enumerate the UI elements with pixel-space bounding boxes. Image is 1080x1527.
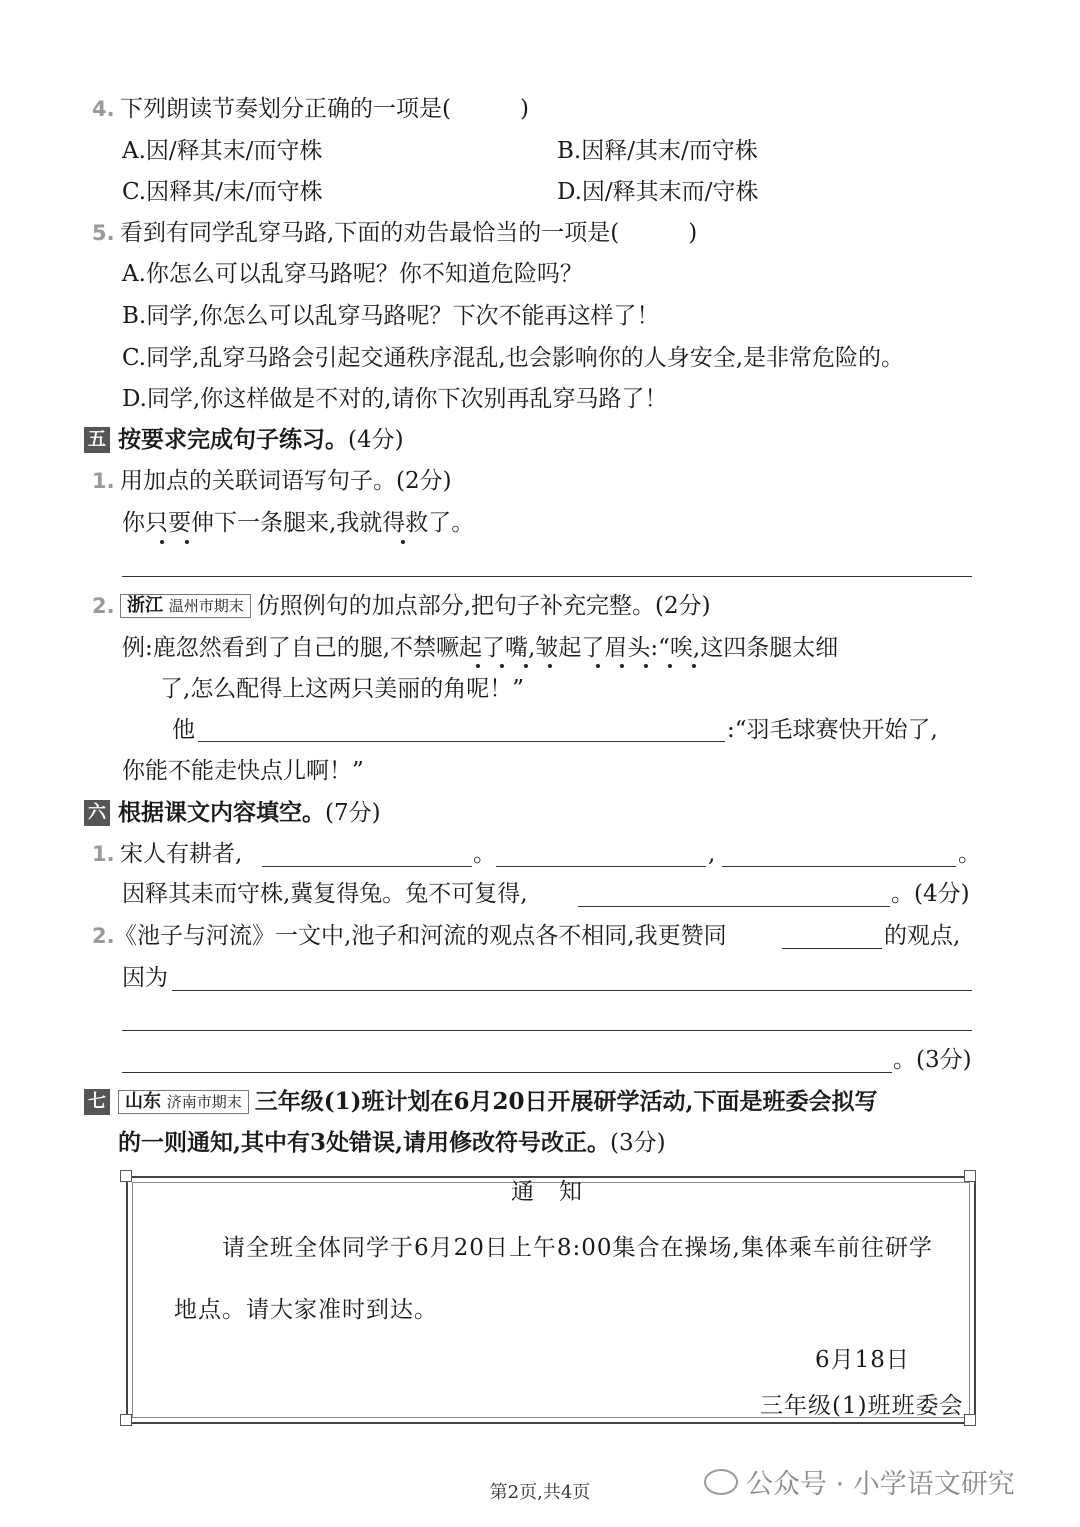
section-7-score: (3分)	[610, 1130, 666, 1156]
s6-q1-line1-start: 宋人有耕者,	[120, 841, 243, 867]
q4-option-c: C.因释其/末/而守株	[122, 179, 323, 205]
page-footer: 第2页,共4页	[489, 1482, 591, 1503]
q5-option-d: D.同学,你这样做是不对的,请你下次别再乱穿马路了！	[122, 386, 668, 412]
fill-blank-line[interactable]	[578, 906, 890, 907]
source-tag	[120, 594, 251, 618]
wechat-icon	[704, 1469, 738, 1495]
source-tag-exam: 温州市期末	[168, 597, 244, 615]
emphasis-dot	[401, 540, 405, 544]
fill-blank-line[interactable]	[198, 741, 725, 742]
s6-q2-line1-start: 《池子与河流》一文中,池子和河流的观点各不相同,我更赞同	[114, 923, 727, 949]
answer-line[interactable]	[122, 576, 972, 577]
s5-q2-example-line1: 例:鹿忽然看到了自己的腿,不禁噘起了嘴,皱起了眉头:“唉,这四条腿太细	[122, 635, 839, 661]
notice-corner	[120, 1170, 132, 1182]
source-tag-region: 山东	[125, 1091, 161, 1112]
notice-body-line2: 地点。请大家准时到达。	[174, 1297, 438, 1323]
q4-option-b: B.因释/其末/而守株	[557, 138, 758, 164]
fill-blank-line[interactable]	[262, 866, 472, 867]
s6-q2-line2-start: 因为	[122, 965, 168, 991]
section-7-icon: 七	[84, 1089, 110, 1115]
emphasis-dot	[185, 540, 189, 544]
q5-stem: 看到有同学乱穿马路,下面的劝告最恰当的一项是( )	[120, 220, 698, 246]
q4-stem: 下列朗读节奏划分正确的一项是( )	[120, 96, 529, 122]
s5-q2-example-line2: 了,怎么配得上这两只美丽的角呢！”	[160, 676, 525, 702]
section-7-title-text1: 三年级(1)班计划在6月20日开展研学活动,下面是班委会拟写	[254, 1088, 878, 1115]
answer-line[interactable]	[122, 1030, 972, 1031]
emphasis-dot	[596, 664, 600, 668]
notice-body-line1: 请全班全体同学于6月20日上午8:00集合在操场,集体乘车前往研学	[222, 1235, 933, 1261]
emphasis-dot	[160, 540, 164, 544]
q4-number: 4.	[92, 97, 115, 121]
section-7-title-line2	[118, 1127, 666, 1159]
s6-q1-punct2: ,	[708, 841, 716, 867]
section-5-score: (4分)	[348, 427, 404, 453]
s6-q1-punct3: 。	[958, 841, 981, 867]
section-5-title-text: 按要求完成句子练习。	[118, 426, 348, 453]
s6-q2-number: 2.	[92, 924, 115, 948]
answer-line[interactable]	[122, 1072, 892, 1073]
notice-date: 6月18日	[815, 1347, 910, 1373]
s5-q2-number: 2.	[92, 594, 115, 618]
s6-q1-line2-start: 因释其耒而守株,冀复得兔。兔不可复得,	[122, 881, 528, 907]
notice-heading: 通 知	[511, 1179, 583, 1205]
fill-blank-line[interactable]	[782, 948, 882, 949]
s5-q2-fill-line2: 你能不能走快点儿啊！”	[122, 758, 364, 784]
emphasis-dot	[668, 664, 672, 668]
q5-option-c: C.同学,乱穿马路会引起交通秩序混乱,也会影响你的人身安全,是非常危险的。	[122, 345, 905, 371]
emphasis-dot	[692, 664, 696, 668]
watermark-text: 公众号 · 小学语文研究	[746, 1469, 1015, 1500]
fill-blank-line[interactable]	[722, 866, 956, 867]
section-5-icon: 五	[84, 427, 110, 453]
s6-q1-number: 1.	[92, 842, 115, 866]
q5-number: 5.	[92, 221, 115, 245]
notice-signature: 三年级(1)班班委会	[760, 1393, 964, 1419]
section-6-title-text: 根据课文内容填空。	[118, 799, 325, 826]
section-6-icon: 六	[84, 800, 110, 826]
notice-corner	[964, 1170, 976, 1182]
s6-q1-punct1: 。	[473, 841, 496, 867]
source-tag	[118, 1090, 249, 1114]
section-6-score: (7分)	[325, 800, 381, 826]
section-6-title	[118, 797, 381, 829]
q5-option-b: B.同学,你怎么可以乱穿马路呢？下次不能再这样了！	[122, 303, 660, 329]
s5-q2-stem: 仿照例句的加点部分,把句子补充完整。(2分)	[256, 593, 711, 619]
q4-option-d: D.因/释其末而/守株	[557, 179, 759, 205]
source-tag-exam: 济南市期末	[166, 1093, 242, 1111]
s6-q2-line1-end: 的观点,	[884, 923, 961, 949]
section-7-title-line1	[118, 1086, 878, 1118]
s5-q1-number: 1.	[92, 469, 115, 493]
section-7-title-text2: 的一则通知,其中有3处错误,请用修改符号改正。	[118, 1129, 611, 1156]
s5-q2-stem-row	[120, 590, 711, 622]
answer-line[interactable]	[172, 990, 972, 991]
s5-q2-fill-end: :“羽毛球赛快开始了,	[727, 717, 938, 743]
s6-q2-end: 。(3分)	[893, 1047, 972, 1073]
s5-q2-fill-start: 他	[172, 717, 195, 743]
emphasis-dot	[500, 664, 504, 668]
watermark	[704, 1462, 1015, 1501]
emphasis-dot	[644, 664, 648, 668]
emphasis-dot	[476, 664, 480, 668]
notice-corner	[120, 1414, 132, 1426]
section-5-title	[118, 424, 404, 456]
fill-blank-line[interactable]	[496, 866, 706, 867]
emphasis-dot	[620, 664, 624, 668]
emphasis-dot	[524, 664, 528, 668]
source-tag-region: 浙江	[127, 595, 163, 616]
notice-corner	[964, 1414, 976, 1426]
q4-option-a: A.因/释其末/而守株	[122, 138, 323, 164]
q5-option-a: A.你怎么可以乱穿马路呢？你不知道危险吗？	[122, 261, 583, 287]
s6-q1-line2-end: 。(4分)	[891, 881, 970, 907]
s5-q1-sentence: 你只要伸下一条腿来,我就得救了。	[122, 510, 475, 536]
emphasis-dot	[548, 664, 552, 668]
s5-q1-stem: 用加点的关联词语写句子。(2分)	[120, 468, 452, 494]
